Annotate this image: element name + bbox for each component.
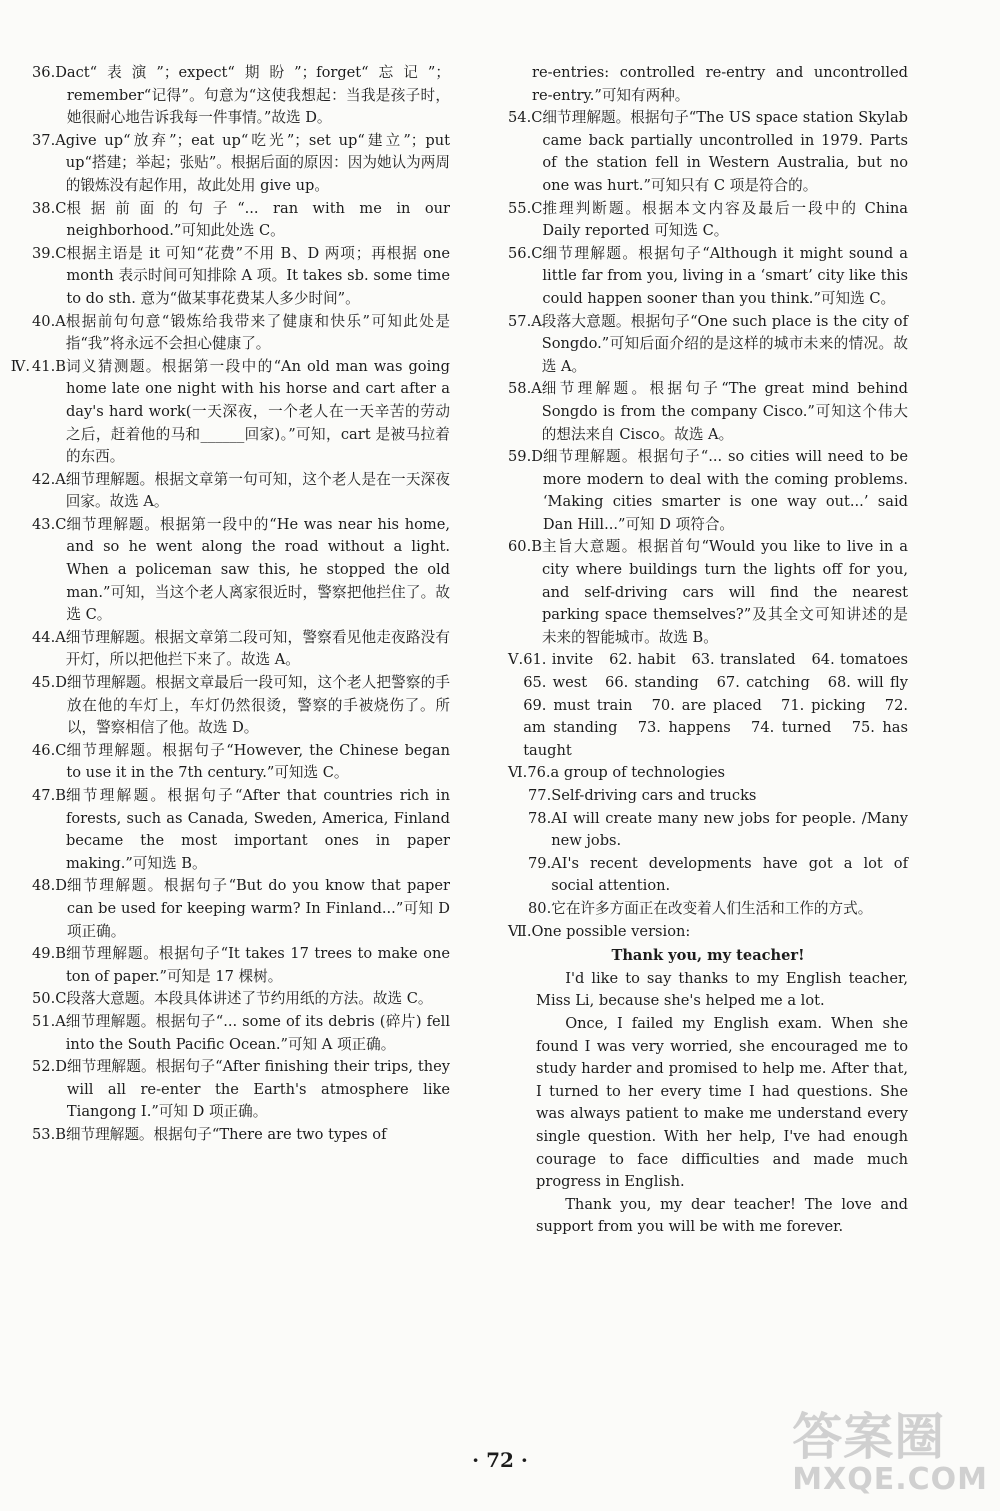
- answer-number: 78.: [528, 809, 552, 827]
- answer-item-51: [32, 1011, 450, 1056]
- answer-item-54: [508, 107, 908, 197]
- answer-item-53: [32, 1124, 450, 1147]
- answer-item-37: [32, 130, 450, 198]
- section-label: Ⅴ.: [508, 651, 524, 669]
- answer-number: 53.B: [32, 1125, 66, 1143]
- answer-number: 56.C: [508, 244, 543, 262]
- answer-item-39: [32, 243, 450, 311]
- answer-number: 44.A: [32, 628, 66, 646]
- answer-item-59: [508, 446, 908, 536]
- answer-text: 词义猜测题。根据第一段中的“An old man was going home late one night with his horse and cart after a day's hard work(一天深夜，一个老人在一天辛苦的劳动之后，赶着他的马和______回家)。”可知，cart 是被马拉着的东西。: [65, 357, 450, 466]
- answer-text: 根据前句句意“锻炼给我带来了健康和快乐”可知此处是指“我”将永远不会担心健康了。: [65, 312, 450, 353]
- answer-item-40: [32, 311, 450, 356]
- answer-item-57: [508, 311, 908, 379]
- left-column: [10, 62, 450, 1147]
- answer-item-41: [10, 356, 450, 469]
- section-label: Ⅵ.: [508, 764, 528, 782]
- answer-text: 主旨大意题。根据首句“Would you like to live in a city where buildings turn the lights off for you, and self-driving cars will find the nearest parking space themselves?”及其全文可知讲述的是未来的智能城市。故选 B。: [541, 538, 908, 646]
- answer-number: 80.: [528, 899, 552, 917]
- answer-number: 47.B: [32, 787, 66, 804]
- answer-item-43: [32, 514, 450, 627]
- answer-text: 根据前面的句子“... ran with me in our neighborhood.”可知此处选 C。: [66, 199, 450, 240]
- answer-number: 54.C: [508, 109, 543, 127]
- answer-item-48: [32, 875, 450, 943]
- answer-number: 55.C: [508, 199, 543, 217]
- answer-number: 42.A: [32, 470, 66, 488]
- answer-item-46: [32, 740, 450, 785]
- answer-text: 细节理解题。根据句子“But do you know that paper can be used for keeping warm? In Finland...”可知 D 项正确。: [66, 877, 450, 940]
- answer-number: 40.A: [32, 312, 66, 330]
- watermark-logo: [792, 1408, 988, 1497]
- answer-text: 细节理解题。根据句子“After that countries rich in forests, such as Canada, Sweden, America, Finland became the most important ones in paper making.”可知选 B。: [65, 787, 450, 872]
- section-7-intro: [508, 921, 908, 944]
- answer-text: a group of technologies: [550, 764, 726, 782]
- answer-number: 77.: [528, 787, 552, 804]
- essay-paragraph: Thank you, my dear teacher! The love and support from you will be with me forever.: [536, 1195, 908, 1236]
- answer-item-36: [32, 62, 450, 130]
- section-6-item-77: [508, 785, 908, 808]
- answer-text: 细节理解题。根据句子“... so cities will need to be more modern to deal with the coming problems. ‘Making cities smarter is one way out...’ said Dan Hill...”可知 D 项符合。: [542, 448, 908, 533]
- section-6-item-79: [508, 853, 908, 898]
- answer-text: 细节理解题。根据句子“However, the Chinese began to use it in the 7th century.”可知选 C。: [66, 741, 450, 782]
- answer-number: 51.A: [32, 1012, 66, 1030]
- answer-text: 细节理解题。根据文章最后一段可知，这个老人把警察的手放在他的车灯上，车灯仍然很烫，警察的手被烧伤了。所以，警察相信了他。故选 D。: [66, 674, 450, 737]
- answer-number: 37.A: [32, 131, 66, 149]
- answer-text: AI's recent developments have got a lot of social attention.: [551, 854, 908, 895]
- watermark-url: MXQE.COM: [792, 1462, 988, 1497]
- answer-text: give up“放弃”；eat up“吃光”；set up“建立”；put up“搭建；举起；张贴”。根据后面的原因：因为她认为两周的锻炼没有起作用，故此处用 give up。: [65, 131, 450, 194]
- answer-number: 49.B: [32, 945, 66, 963]
- answer-item-50: [32, 988, 450, 1011]
- answer-text: Self-driving cars and trucks: [551, 787, 757, 804]
- answer-text: 细节理解题。根据句子“After finishing their trips, they will all re-enter the Earth's atmosphere like Tiangong Ⅰ.”可知 D 项正确。: [66, 1058, 450, 1121]
- answer-number: 39.C: [32, 244, 67, 262]
- answer-number: 60.B: [508, 538, 542, 556]
- answer-text: 细节理解题。根据文章第一句可知，这个老人是在一天深夜回家。故选 A。: [65, 470, 450, 511]
- answer-number: 57.A: [508, 312, 542, 330]
- watermark-text: 答案圈: [792, 1408, 946, 1466]
- answer-number: 43.C: [32, 515, 67, 533]
- section-6-item-78: [508, 808, 908, 853]
- answer-number: 59.D: [508, 448, 543, 466]
- page-number: · 72 ·: [472, 1448, 528, 1472]
- answer-text: 细节理解题。根据句子“The great mind behind Songdo is from the company Cisco.”可知这个伟大的想法来自 Cisco。故选 A。: [541, 380, 908, 443]
- answer-text: 细节理解题。根据句子“There are two types of: [65, 1125, 387, 1143]
- answer-text: 细节理解题。根据文章第二段可知，警察看见他走夜路没有开灯，所以把他拦下来了。故选 A。: [65, 628, 450, 669]
- answer-number: 58.A: [508, 380, 542, 398]
- answer-text: 细节理解题。根据第一段中的“He was near his home, and so he went along the road without a light. When a policeman saw this, he stopped the old man.”可知，当这个老人离家很近时，警察把他拦住了。故选 C。: [66, 515, 450, 624]
- continued-text: [508, 62, 908, 107]
- answer-number: 36.D: [32, 64, 67, 81]
- answer-number: 76.: [527, 764, 551, 782]
- answer-text: re-entries: controlled re-entry and uncontrolled re-entry.”可知有两种。: [532, 64, 908, 104]
- section-5: [508, 649, 923, 762]
- answer-item-44: [32, 627, 450, 672]
- section-label: Ⅶ.: [508, 922, 532, 940]
- section-label: Ⅳ.: [10, 357, 30, 375]
- essay-paragraph: I'd like to say thanks to my English teacher, Miss Li, because she's helped me a lot.: [536, 969, 908, 1010]
- essay-intro: One possible version:: [531, 922, 691, 940]
- answer-item-47: [32, 785, 450, 875]
- answer-item-55: [508, 198, 908, 243]
- answer-item-38: [32, 198, 450, 243]
- right-column: [508, 62, 923, 1239]
- fill-in-answers: 61. invite 62. habit 63. translated 64. tomatoes 65. west 66. standing 67. catching 68. will fly 69. must train 70. are placed 71. picking 72. am standing 73. happens 74. turned 75. has taught: [523, 651, 923, 759]
- essay-title: Thank you, my teacher!: [611, 947, 805, 965]
- answer-item-58: [508, 378, 908, 446]
- answer-text: 细节理解题。根据句子“The US space station Skylab came back partially uncontrolled in 1979. Parts of the station fell in Western Australia, but no one was hurt.”可知只有 C 项是符合的。: [542, 109, 908, 194]
- answer-item-49: [32, 943, 450, 988]
- answer-text: act“表演”；expect“期盼”；forget“忘记”；remember“记得”。句意为“这使我想起：当我是孩子时，她很耐心地告诉我每一件事情。”故选 D。: [66, 64, 450, 127]
- answer-number: 41.B: [32, 357, 66, 375]
- answer-text: AI will create many new jobs for people. /Many new jobs.: [551, 809, 908, 850]
- answer-item-60: [508, 536, 908, 649]
- answer-item-52: [32, 1056, 450, 1124]
- answer-item-56: [508, 243, 908, 311]
- answer-text: 段落大意题。本段具体讲述了节约用纸的方法。故选 C。: [66, 990, 433, 1008]
- answer-text: 根据主语是 it 可知“花费”不用 B、D 两项；再根据 one month 表示时间可知排除 A 项。It takes sb. some time to do sth. 意为“做某事花费某人多少时间”。: [66, 244, 450, 307]
- answer-number: 46.C: [32, 741, 67, 759]
- section-6-item-80: [508, 898, 908, 921]
- answer-number: 50.C: [32, 990, 67, 1008]
- answer-item-45: [32, 672, 450, 740]
- answer-text: 细节理解题。根据句子“It takes 17 trees to make one ton of paper.”可知是 17 棵树。: [65, 945, 450, 985]
- answer-item-42: [32, 469, 450, 514]
- answer-number: 52.D: [32, 1058, 67, 1076]
- answer-text: 段落大意题。根据句子“One such place is the city of Songdo.”可知后面介绍的是这样的城市未来的情况。故选 A。: [541, 312, 908, 375]
- answer-text: 它在许多方面正在改变着人们生活和工作的方式。: [551, 899, 873, 917]
- answer-text: 推理判断题。根据本文内容及最后一段中的 China Daily reported 可知选 C。: [542, 199, 908, 240]
- essay-paragraph: Once, I failed my English exam. When she found I was very worried, she encouraged me to study harder and promised to help me. After that, I turned to her every time I had questions. She was always patient to make me understand every single question. With her help, I've had enough courage to face difficulties and made much progress in English.: [536, 1014, 908, 1191]
- answer-text: 细节理解题。根据句子“Although it might sound a little far from you, living in a ‘smart’ city like this could happen sooner than you think.”可知选 C。: [542, 244, 908, 307]
- answer-number: 48.D: [32, 877, 67, 895]
- answer-text: 细节理解题。根据句子“... some of its debris (碎片) fell into the South Pacific Ocean.”可知 A 项正确。: [65, 1012, 450, 1053]
- answer-number: 38.C: [32, 199, 67, 217]
- section-6-item-76: [508, 762, 908, 785]
- answer-number: 79.: [528, 854, 552, 872]
- answer-number: 45.D: [32, 674, 67, 692]
